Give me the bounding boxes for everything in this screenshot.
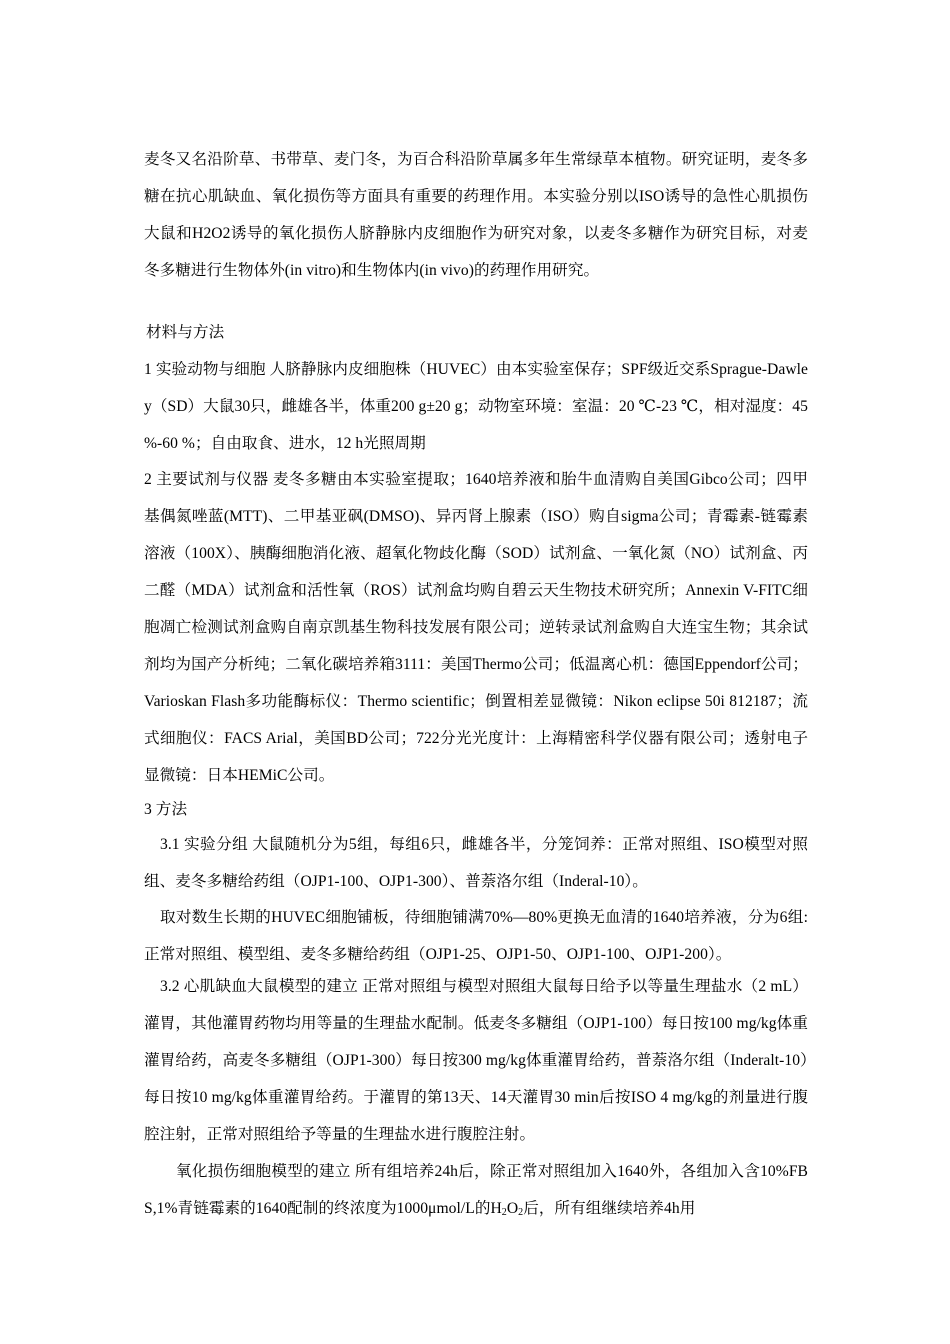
h2o2-subscript-1: 2 — [501, 1207, 507, 1218]
section2-paragraph: 2 主要试剂与仪器 麦冬多糖由本实验室提取；1640培养液和胎牛血清购自美国Gibco公司；四甲基偶氮唑蓝(MTT)、二甲基亚砜(DMSO)、异丙肾上腺素（ISO）购自sigma公司；青霉素-链霉素溶液（100X）、胰酶细胞消化液、超氧化物歧化酶（SOD）试剂盒、一氧化氮（NO）试剂盒、丙二醛（MDA）试剂盒和活性氧（ROS）试剂盒均购自碧云天生物技术研究所；Annexin V-FITC细胞凋亡检测试剂盒购自南京凯基生物科技发展有限公司；逆转录试剂盒购自大连宝生物；其余试剂均为国产分析纯；二氧化碳培养箱3111：美国Thermo公司；低温离心机：德国Eppendorf公司；Varioskan Flash多功能酶标仪：Thermo scientific；倒置相差显微镜：Nikon eclipse 50i 812187；流式细胞仪：FACS Arial，美国BD公司；722分光光度计：上海精密科学仪器有限公司；透射电子显微镜：日本HEMiC公司。 — [144, 471, 808, 784]
section3-1b-paragraph: 取对数生长期的HUVEC细胞铺板，待细胞铺满70%—80%更换无血清的1640培养液，分为6组:正常对照组、模型组、麦冬多糖给药组（OJP1-25、OJP1-50、OJP1-100、OJP1-200）。 — [144, 909, 808, 963]
methods-heading: 材料与方法 — [146, 324, 225, 341]
section3-3-text-end: 后，所有组继续培养4h用 — [523, 1200, 696, 1217]
section3-heading: 3 方法 — [144, 801, 188, 818]
section1-paragraph: 1 实验动物与细胞 人脐静脉内皮细胞株（HUVEC）由本实验室保存；SPF级近交系Sprague-Dawley（SD）大鼠30只，雌雄各半，体重200 g±20 g；动物室环境：室温：20 ℃-23 ℃，相对湿度：45 %-60 %；自由取食、进水，12 h光照周期 — [144, 361, 808, 452]
intro-paragraph: 麦冬又名沿阶草、书带草、麦门冬，为百合科沿阶草属多年生常绿草本植物。研究证明，麦冬多糖在抗心肌缺血、氧化损伤等方面具有重要的药理作用。本实验分别以ISO诱导的急性心肌损伤大鼠和H2O2诱导的氧化损伤人脐静脉内皮细胞作为研究对象，以麦冬多糖作为研究目标，对麦冬多糖进行生物体外(in vitro)和生物体内(in vivo)的药理作用研究。 — [144, 151, 808, 279]
h2o2-subscript-2: 2 — [518, 1207, 524, 1218]
section3-3-text-start: 氧化损伤细胞模型的建立 所有组培养24h后，除正常对照组加入1640外，各组加入含10%FBS,1%青链霉素的1640配制的终浓度为1000μmol/L的H — [144, 1163, 808, 1217]
section3-3-paragraph — [144, 1153, 808, 1227]
section3-1-paragraph: 3.1 实验分组 大鼠随机分为5组，每组6只，雌雄各半，分笼饲养：正常对照组、ISO模型对照组、麦冬多糖给药组（OJP1-100、OJP1-300）、普萘洛尔组（Inderal-10）。 — [144, 836, 808, 890]
section3-2-paragraph: 3.2 心肌缺血大鼠模型的建立 正常对照组与模型对照组大鼠每日给予以等量生理盐水（2 mL）灌胃，其他灌胃药物均用等量的生理盐水配制。低麦冬多糖组（OJP1-100）每日按100 mg/kg体重灌胃给药，高麦冬多糖组（OJP1-300）每日按300 mg/kg体重灌胃给药，普萘洛尔组（Inderalt-10）每日按10 mg/kg体重灌胃给药。于灌胃的第13天、14天灌胃30 min后按ISO 4 mg/kg的剂量进行腹腔注射，正常对照组给予等量的生理盐水进行腹腔注射。 — [144, 978, 808, 1143]
h2o2-o: O — [506, 1200, 519, 1217]
